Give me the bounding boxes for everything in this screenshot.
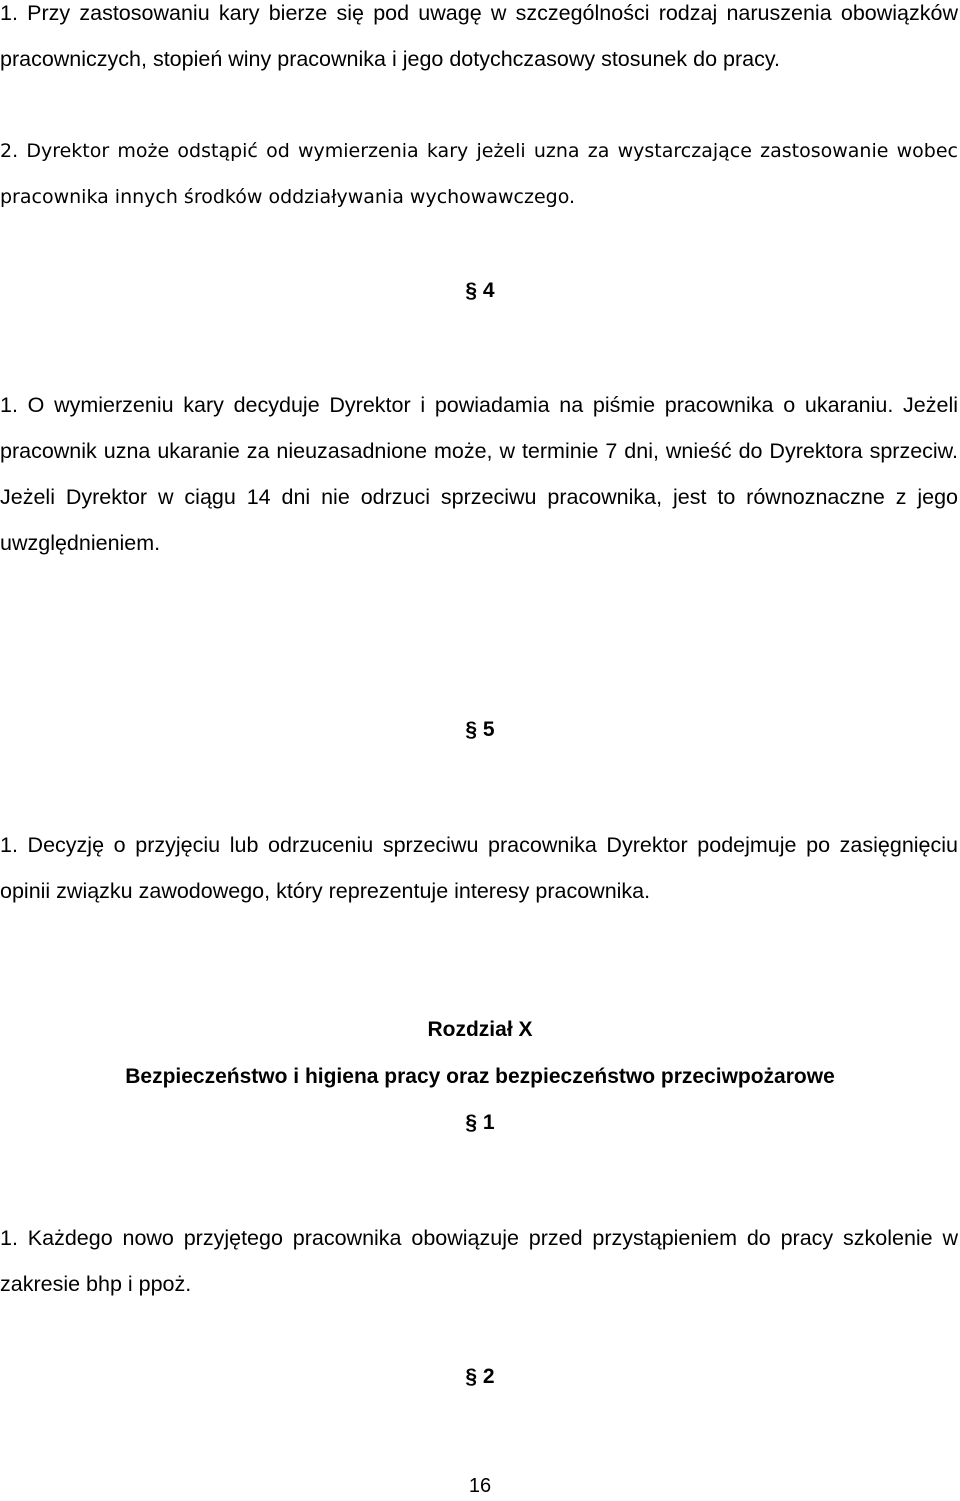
chapter-title: Bezpieczeństwo i higiena pracy oraz bezpieczeństwo przeciwpożarowe bbox=[125, 1065, 835, 1088]
paragraph-3: 1. O wymierzeniu kary decyduje Dyrektor i powiadamia na piśmie pracownika o ukaraniu. Jeżeli pracownik uzna ukaranie za nieuzasadnione może, w terminie 7 dni, wnieść do Dyrektora sprzeciw. Jeżeli Dyrektor w ciągu 14 dni nie odrzuci sprzeciwu pracownika, jest to równoznaczne z jego uwzględnieniem. bbox=[0, 393, 958, 555]
paragraph-4: 1. Decyzję o przyjęciu lub odrzuceniu sprzeciwu pracownika Dyrektor podejmuje po zasięgnięciu opinii związku zawodowego, który reprezentuje interesy pracownika. bbox=[0, 833, 958, 903]
section-heading-4: § 4 bbox=[465, 279, 495, 302]
paragraph-1: 1. Przy zastosowaniu kary bierze się pod uwagę w szczególności rodzaj naruszenia obowiązków pracowniczych, stopień winy pracownika i jego dotychczasowy stosunek do pracy. bbox=[0, 1, 958, 71]
section-heading-1: § 1 bbox=[465, 1111, 495, 1134]
section-heading-5: § 5 bbox=[465, 718, 495, 741]
paragraph-2: 2. Dyrektor może odstąpić od wymierzenia kary jeżeli uzna za wystarczające zastosowanie wobec pracownika innych środków oddziaływania wychowawczego. bbox=[0, 140, 958, 208]
chapter-number: Rozdział X bbox=[427, 1018, 533, 1041]
page-number: 16 bbox=[468, 1475, 492, 1497]
paragraph-5: 1. Każdego nowo przyjętego pracownika obowiązuje przed przystąpieniem do pracy szkolenie w zakresie bhp i ppoż. bbox=[0, 1226, 958, 1296]
section-heading-2: § 2 bbox=[465, 1365, 495, 1388]
